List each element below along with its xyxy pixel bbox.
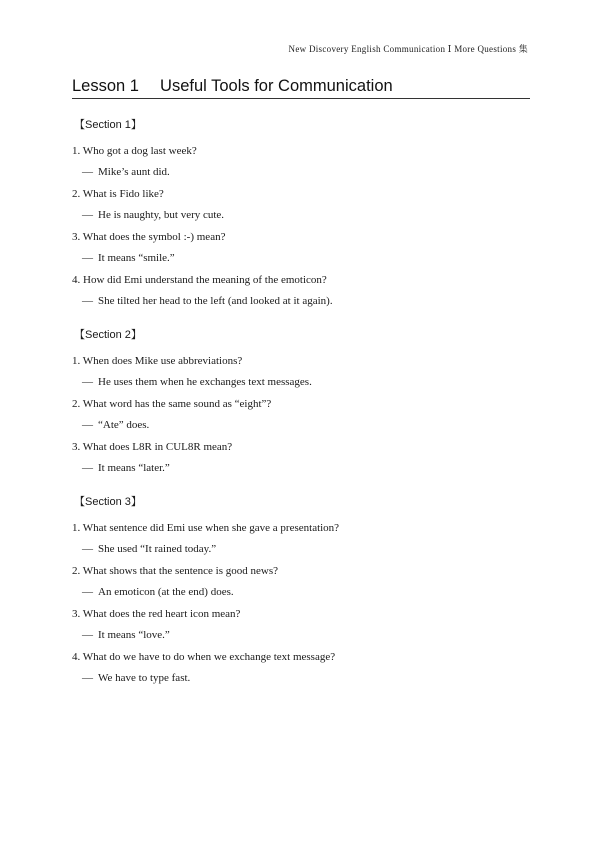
running-header: New Discovery English Communication Ⅰ More Questions 集 [288,44,528,54]
question: 3. What does L8R in CUL8R mean? [72,441,233,453]
lesson-title: Lesson 1 Useful Tools for Communication [72,72,530,99]
answer-text: “Ate” does. [98,419,150,431]
answer-dash: — [82,629,93,641]
section-2 [72,328,532,475]
questions-content [72,118,532,705]
answer-text: It means “smile.” [98,252,175,264]
answer [82,628,532,642]
question: 2. What word has the same sound as “eight”? [72,398,272,410]
section-1 [72,118,532,308]
answer [82,418,532,432]
answer-text: We have to type fast. [98,672,191,684]
answer-dash: — [82,672,93,684]
question: 2. What is Fido like? [72,188,164,200]
question: 3. What does the red heart icon mean? [72,608,241,620]
answer-dash: — [82,586,93,598]
answer [82,375,532,389]
answer [82,294,532,308]
answer-dash: — [82,209,93,221]
answer-dash: — [82,252,93,264]
question: 1. Who got a dog last week? [72,145,197,157]
section-heading: 【Section 2】 [74,329,142,341]
answer-dash: — [82,295,93,307]
section-3 [72,495,532,685]
answer [82,208,532,222]
answer-dash: — [82,543,93,555]
answer-text: An emoticon (at the end) does. [98,586,234,598]
answer [82,251,532,265]
answer-text: Mike’s aunt did. [98,166,170,178]
question: 1. What sentence did Emi use when she gave a presentation? [72,522,340,534]
section-heading: 【Section 3】 [74,496,142,508]
question: 3. What does the symbol :-) mean? [72,231,226,243]
question: 4. What do we have to do when we exchange text message? [72,651,336,663]
answer-dash: — [82,462,93,474]
answer-text: It means “love.” [98,629,170,641]
answer-text: It means “later.” [98,462,170,474]
answer [82,165,532,179]
answer-dash: — [82,376,93,388]
question: 1. When does Mike use abbreviations? [72,355,243,367]
section-heading: 【Section 1】 [74,119,142,131]
answer [82,461,532,475]
answer-text: She tilted her head to the left (and looked at it again). [98,295,333,307]
question: 2. What shows that the sentence is good news? [72,565,279,577]
answer [82,542,532,556]
answer [82,585,532,599]
answer-text: He uses them when he exchanges text messages. [98,376,312,388]
question: 4. How did Emi understand the meaning of the emoticon? [72,274,327,286]
answer-text: He is naughty, but very cute. [98,209,225,221]
answer-dash: — [82,166,93,178]
answer-text: She used “It rained today.” [98,543,217,555]
answer [82,671,532,685]
answer-dash: — [82,419,93,431]
